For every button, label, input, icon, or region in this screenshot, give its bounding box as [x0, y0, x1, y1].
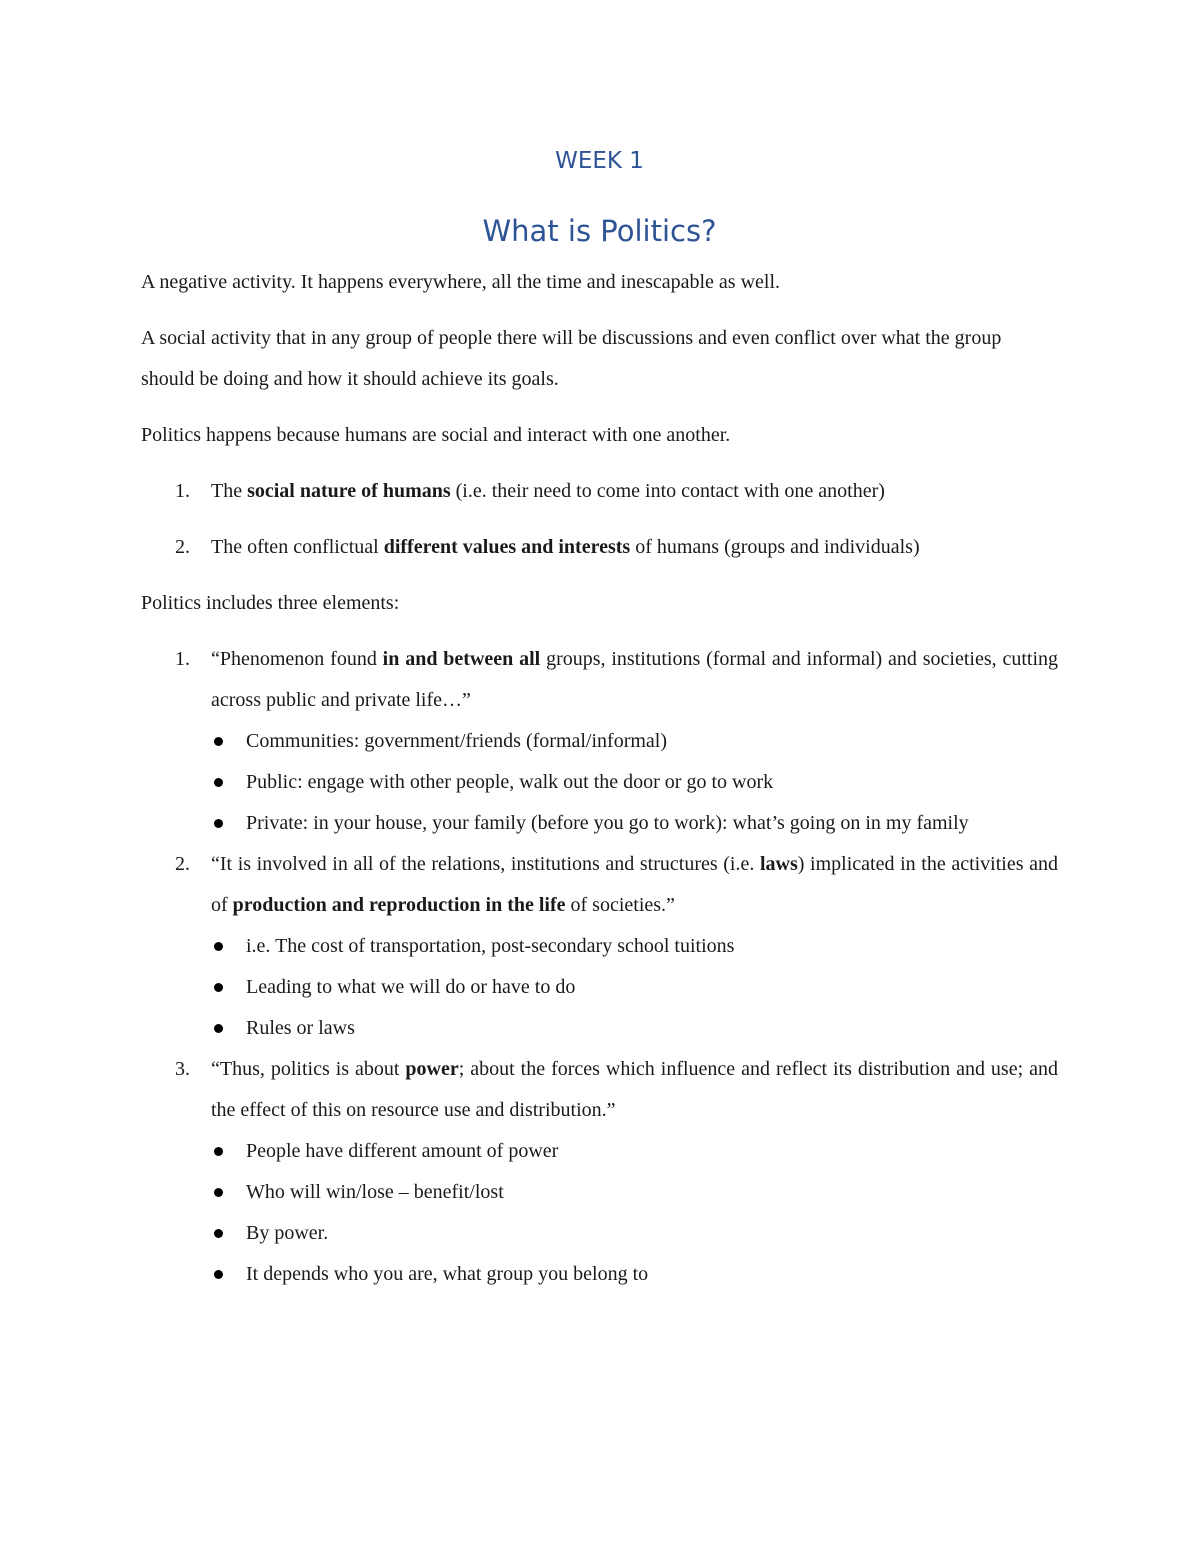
- list-item: Communities: government/friends (formal/informal): [211, 721, 1058, 762]
- bold-term: in and between all: [382, 648, 541, 670]
- list-item: Rules or laws: [211, 1008, 1058, 1049]
- list-number: 3.: [175, 1058, 190, 1080]
- bullet-icon: [214, 942, 223, 951]
- list-number: 2.: [175, 853, 190, 875]
- list-item: i.e. The cost of transportation, post-secondary school tuitions: [211, 926, 1058, 967]
- bold-term: production and reproduction in the life: [232, 894, 566, 916]
- bold-term: laws: [759, 853, 798, 875]
- bold-term: different values and interests: [383, 536, 631, 558]
- list-item: By power.: [211, 1213, 1058, 1254]
- list-item: It depends who you are, what group you belong to: [211, 1254, 1058, 1295]
- bullet-icon: [214, 1270, 223, 1279]
- bold-term: social nature of humans: [247, 480, 451, 502]
- element-item-2: 2. “It is involved in all of the relations, institutions and structures (i.e. laws) implicated in the activities and of production and reproduction in the life of societies.” i.e. The cost of transportation, post-secondary school tuitions Leading to what we will do or have to do Rules or laws: [141, 844, 1058, 1049]
- list-item: People have different amount of power: [211, 1131, 1058, 1172]
- list-item: Leading to what we will do or have to do: [211, 967, 1058, 1008]
- bullet-list: [211, 721, 1058, 844]
- elements-list: [141, 639, 1058, 1295]
- list-item: Who will win/lose – benefit/lost: [211, 1172, 1058, 1213]
- bullet-icon: [214, 983, 223, 992]
- list-number: 1.: [175, 648, 190, 670]
- element-item-3: 3. “Thus, politics is about power; about the forces which influence and reflect its distribution and use; and the effect of this on resource use and distribution.” People have different amount of power Who will win/lose – benefit/lost By power. It depends who you are, what group you belong to: [141, 1049, 1058, 1295]
- intro-paragraph-3: Politics happens because humans are social and interact with one another.: [141, 424, 731, 446]
- reasons-list: [141, 471, 1058, 568]
- page-title: What is Politics?: [482, 214, 717, 248]
- reason-item-1: 1. The social nature of humans (i.e. their need to come into contact with one another): [141, 471, 1058, 512]
- list-item: Private: in your house, your family (before you go to work): what’s going on in my family: [211, 803, 1058, 844]
- elements-intro: Politics includes three elements:: [141, 592, 400, 614]
- bullet-icon: [214, 1024, 223, 1033]
- bullet-icon: [214, 737, 223, 746]
- bullet-icon: [214, 778, 223, 787]
- intro-paragraph-1: A negative activity. It happens everywhere, all the time and inescapable as well.: [141, 271, 781, 293]
- intro-paragraph-2: A social activity that in any group of people there will be discussions and even conflict over what the group should be doing and how it should achieve its goals.: [141, 327, 1002, 390]
- bullet-icon: [214, 1188, 223, 1197]
- bullet-icon: [214, 819, 223, 828]
- list-number: 1.: [175, 480, 190, 502]
- element-item-1: 1. “Phenomenon found in and between all groups, institutions (formal and informal) and societies, cutting across public and private life…” Communities: government/friends (formal/informal) Public: engage with other people, walk out the door or go to work Private: in your house, your family (before you go to work): what’s going on in my family: [141, 639, 1058, 844]
- list-item: Public: engage with other people, walk out the door or go to work: [211, 762, 1058, 803]
- bullet-icon: [214, 1229, 223, 1238]
- bullet-list: [211, 1131, 1058, 1295]
- week-heading: WEEK 1: [555, 148, 644, 174]
- bold-term: power: [405, 1058, 459, 1080]
- bullet-list: [211, 926, 1058, 1049]
- reason-item-2: 2. The often conflictual different values and interests of humans (groups and individuals): [141, 527, 1058, 568]
- bullet-icon: [214, 1147, 223, 1156]
- list-number: 2.: [175, 536, 190, 558]
